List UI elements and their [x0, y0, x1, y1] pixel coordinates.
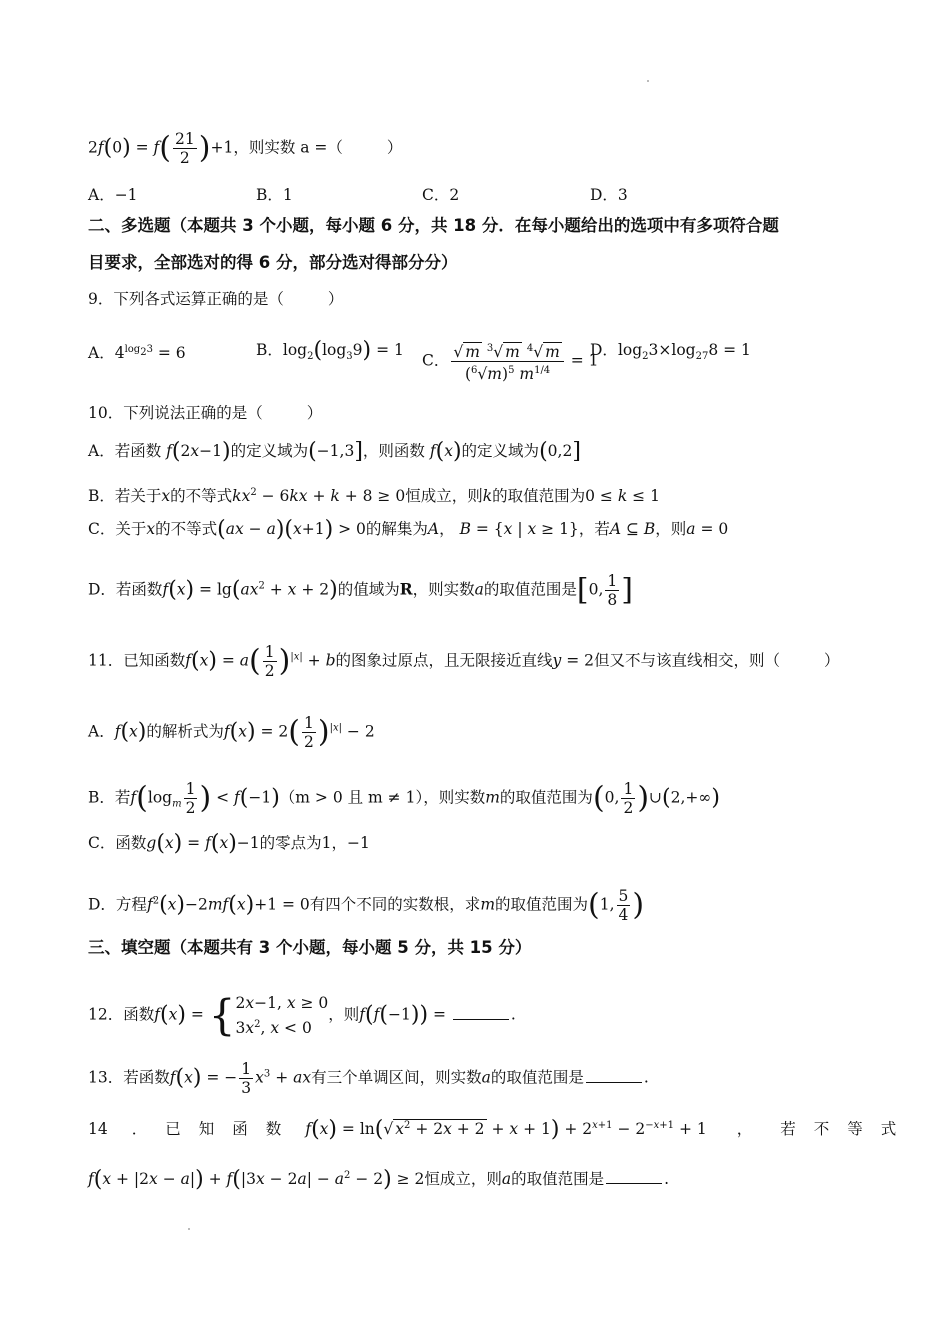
- q9-stem: 9．下列各式运算正确的是（ ）: [88, 290, 344, 308]
- q12: 12．函数f(x) = {2x−1, x ≥ 0 $3x^2$, x < 0，则f(f(−1)) = .: [88, 990, 516, 1040]
- q11-option-a: A．f(x)的解析式为f(x) = 2( $\frac{1}{2}$ )$^{|x|}$ − 2: [88, 714, 375, 751]
- q8-option-b: B．1: [256, 186, 293, 204]
- q9-option-d: D．$\log_23\times\log_{27}8 = 1$: [590, 341, 751, 363]
- q12-answer-blank[interactable]: [453, 1005, 509, 1020]
- q9-option-a: A．$4^{log_23} = 6$: [88, 344, 186, 363]
- q8-option-d: D．3: [590, 186, 628, 204]
- q9-option-c: C． $\frac{√ m ^3√ m ^4√ m}{(^6√m)^5 m^{1/4}}$ = 1: [422, 340, 598, 383]
- q13-answer-blank[interactable]: [586, 1068, 642, 1083]
- q11-option-d: D．方程$f^2(x)-2mf(x)+1 = 0$有四个不同的实数根，求m的取值范围为(1, $\frac{5}{4}$ ): [88, 887, 645, 924]
- q9-option-b: B．$\log_2(\log_39) = 1$: [256, 338, 404, 363]
- q14-answer-blank[interactable]: [606, 1169, 662, 1184]
- scan-speck: [647, 80, 649, 82]
- q11-stem: 11．已知函数f(x) = a( $\frac{1}{2}$ )$^{|x|}$ + b的图象过原点，且无限接近直线y = 2但又不与该直线相交，则（ ）: [88, 643, 840, 680]
- q10-option-d: D．若函数$f(x) = \lg(ax^2 + x + 2)$的值域为R，则实数a的取值范围是[0, $\frac{1}{8}$ ]: [88, 572, 633, 609]
- q10-option-b: B．若关于x的不等式$kx^2 - 6kx + k + 8 \ge 0$恒成立，则k的取值范围为0 ≤ k ≤ 1: [88, 487, 660, 506]
- scan-speck: [188, 1228, 190, 1230]
- q8-close: ）: [386, 138, 403, 157]
- q11-option-b: B．若$f(\log_m$ $\frac{1}{2}$ ) < f(−1)（m > 0 且 m ≠ 1），则实数m的取值范围为(0, $\frac{1}{2}$ )∪(2,+∞): [88, 780, 720, 817]
- section-2-title-line-2: 目要求，全部选对的得 6 分，部分选对得部分分）: [88, 253, 458, 272]
- q10-option-a: A．若函数 f(2x−1)的定义域为(−1,3]，则函数 f(x)的定义域为(0,2]: [88, 439, 581, 464]
- section-3-title: 三、填空题（本题共有 3 个小题，每小题 5 分，共 15 分）: [88, 938, 532, 957]
- q14-line-2: $f(x + |2x - a|) + f(|3x - 2a| - a^2 - 2) \ge 2$恒成立，则a的取值范围是 .: [88, 1167, 670, 1193]
- q8-option-c: C．2: [422, 186, 460, 204]
- section-2-title-line-1: 二、多选题（本题共 3 个小题，每小题 6 分，共 18 分．在每小题给出的选项中有多项符合题: [88, 216, 779, 235]
- q10-stem: 10．下列说法正确的是（ ）: [88, 404, 323, 422]
- q8-stem: 2f(0) = f( $\frac{21}{2}$ )+1，则实数 a =（ ）: [88, 130, 403, 167]
- q8-text: ，则实数 a =（: [233, 138, 343, 157]
- q10-option-c: C．关于x的不等式(ax − a)(x+1) > 0的解集为A， B = {x | x ≥ 1}，若A ⊆ B，则a = 0: [88, 517, 729, 542]
- q14-line-1: 14 ． 已 知 函 数 f(x) = ln(√ $x^2 + 2x + 2 + x + 1) + 2^{x+1} - 2^{-x+1} + 1$ ， 若 不 等 式: [88, 1117, 897, 1143]
- q11-option-c: C．函数g(x) = f(x)−1的零点为1，−1: [88, 831, 370, 856]
- q13: 13．若函数f(x) = − $\frac{1}{3}$ $x^3$ + ax有三个单调区间，则实数a的取值范围是 .: [88, 1060, 649, 1097]
- q8-option-a: A．−1: [88, 186, 138, 204]
